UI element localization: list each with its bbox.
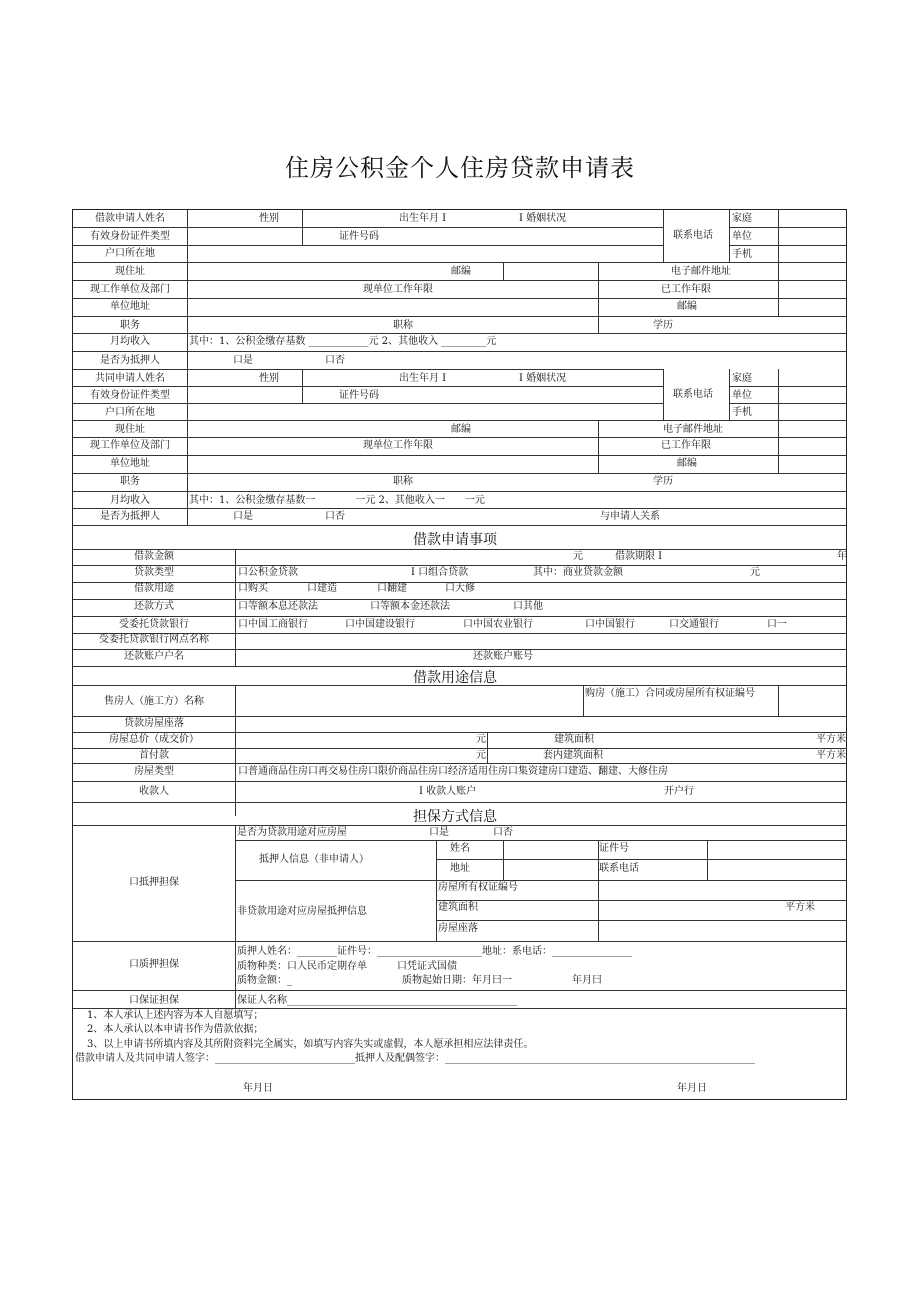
label-co-employer-post: 邮编 — [677, 458, 697, 469]
label-mortgagor-phone: 联系电话 — [599, 863, 639, 874]
label-employer-post: 邮编 — [677, 301, 697, 312]
label-co-id-no: 证件号码 — [339, 390, 379, 401]
label-seller: 售房人（施工方）名称 — [104, 696, 204, 707]
label-email: 电子邮件地址 — [671, 266, 731, 277]
checkbox-repay-other[interactable]: 口其他 — [513, 601, 543, 612]
checkbox-mortgagor-no[interactable]: 口否 — [325, 355, 345, 366]
declaration-line-3: 3、以上申请书所填内容及其所附资料完全属实，如填写内容失实或虚假，本人愿承担相应法律责任。 — [87, 1039, 534, 1050]
checkbox-co-mortgagor-yes[interactable]: 口是 — [233, 511, 253, 522]
label-co-employer-addr: 单位地址 — [110, 458, 150, 469]
label-bank-branch: 受委托贷款银行网点名称 — [99, 634, 209, 645]
label-income: 月均收入 — [110, 336, 150, 347]
checkbox-same-house-no[interactable]: 口否 — [493, 827, 513, 838]
pledge-line-2: 质物种类：口人民币定期存单 口凭证式国债 — [237, 961, 457, 972]
checkbox-combined-loan[interactable]: I 口组合贷款 — [411, 567, 469, 578]
checkbox-same-house-yes[interactable]: 口是 — [429, 827, 449, 838]
page-title: 住房公积金个人住房贷款申请表 — [285, 154, 635, 182]
label-house-location: 贷款房屋座落 — [124, 718, 184, 729]
label-contract-no: 购房（施工）合同或房屋所有权证编号 — [585, 688, 755, 699]
checkbox-purpose-build[interactable]: 口建造 — [307, 583, 337, 594]
checkbox-provident-loan[interactable]: 口公积金贷款 — [238, 567, 298, 578]
section-heading-guarantee: 担保方式信息 — [413, 809, 497, 825]
label-co-tenure: 现单位工作年限 — [363, 440, 433, 451]
label-tenure: 现单位工作年限 — [363, 284, 433, 295]
checkbox-bank-ccb[interactable]: 口中国建设银行 — [345, 619, 415, 630]
label-mortgagor-info: 抵押人信息（非申请人） — [259, 854, 369, 865]
label-gender: 性别 — [259, 213, 279, 224]
label-mortgagor: 是否为抵押人 — [100, 355, 160, 366]
label-unit: 单位 — [732, 231, 752, 242]
label-payee-bank: 开户行 — [664, 786, 694, 797]
label-total-price: 房屋总价（成交价） — [109, 734, 199, 745]
unit-sqm: 平方米 — [816, 734, 846, 745]
checkbox-bank-icbc[interactable]: 口中国工商银行 — [238, 619, 308, 630]
checkbox-bank-bocom[interactable]: 口交通银行 — [669, 619, 719, 630]
label-co-income: 月均收入 — [110, 495, 150, 506]
checkbox-group-house-type[interactable]: 口普通商品住房口再交易住房口限价商品住房口经济适用住房口集资建房口建造、翻建、大修住房 — [238, 766, 668, 777]
label-same-house: 是否为贷款用途对应房屋 — [237, 827, 347, 838]
label-co-title: 职称 — [393, 476, 413, 487]
label-co-relation: 与申请人关系 — [600, 511, 660, 522]
label-education: 学历 — [653, 320, 673, 331]
section-heading-loan: 借款申请事项 — [413, 532, 497, 548]
label-co-employer: 现工作单位及部门 — [90, 440, 170, 451]
unit-yuan-price: 元 — [476, 734, 486, 745]
checkbox-pledge-guarantee[interactable]: 口质押担保 — [129, 959, 179, 970]
pledge-line-1: 质押人姓名：________证件号：_____________________地址：系电话：________________ — [237, 946, 632, 957]
label-account-no: 还款账户账号 — [473, 651, 533, 662]
label-co-gender: 性别 — [259, 373, 279, 384]
checkbox-mortgage-guarantee[interactable]: 口抵押担保 — [129, 877, 179, 888]
label-co-hukou: 户口所在地 — [105, 407, 155, 418]
date-applicant: 年月日 — [243, 1083, 273, 1094]
checkbox-bank-boc[interactable]: 口中国银行 — [585, 619, 635, 630]
label-co-worked: 已工作年限 — [661, 440, 711, 451]
label-co-mobile: 手机 — [732, 407, 752, 418]
label-account-name: 还款账户户名 — [124, 651, 184, 662]
date-mortgagor: 年月日 — [677, 1083, 707, 1094]
label-loan-purpose: 借款用途 — [134, 583, 174, 594]
checkbox-repay-equal-principal[interactable]: 口等额本金还款法 — [370, 601, 450, 612]
checkbox-bank-abc[interactable]: 口中国农业银行 — [463, 619, 533, 630]
label-co-home: 家庭 — [732, 373, 752, 384]
label-co-mortgagor: 是否为抵押人 — [100, 511, 160, 522]
application-form — [72, 209, 847, 1100]
label-position: 职务 — [120, 320, 140, 331]
surety-line: 保证人名称______________________________________________ — [237, 995, 517, 1006]
label-marital: I 婚姻状况 — [519, 213, 567, 224]
income-detail: 其中：1、公积金缴存基数 ____________元 2、其他收入 _________元 — [189, 336, 497, 347]
label-address: 现住址 — [115, 266, 145, 277]
declaration-line-1: 1、本人承认上述内容为本人自愿填写； — [87, 1010, 264, 1021]
unit-yuan-2: 元 — [750, 567, 760, 578]
unit-year: 年 — [837, 551, 847, 562]
pledge-line-3: 质物金额：_ 质物起始日期：年月曰一 年月曰 — [237, 975, 602, 986]
label-other-house: 非贷款用途对应房屋抵押信息 — [237, 906, 367, 917]
label-phone: 联系电话 — [673, 230, 713, 241]
unit-yuan-down: 元 — [476, 750, 486, 761]
label-commercial-amount: 其中：商业贷款金额 — [533, 567, 623, 578]
label-co-marital: I 婚姻状况 — [519, 373, 567, 384]
label-title: 职称 — [393, 320, 413, 331]
label-home: 家庭 — [732, 213, 752, 224]
unit-yuan: 元 — [573, 551, 583, 562]
label-bank: 受委托贷款银行 — [119, 619, 189, 630]
checkbox-purpose-rebuild[interactable]: 口翻建 — [377, 583, 407, 594]
checkbox-repay-equal-installment[interactable]: 口等额本息还款法 — [238, 601, 318, 612]
section-heading-usage: 借款用途信息 — [413, 670, 497, 686]
label-payee-account: I 收款人账户 — [419, 786, 477, 797]
label-house-area: 建筑面积 — [438, 902, 478, 913]
checkbox-mortgagor-yes[interactable]: 口是 — [233, 355, 253, 366]
checkbox-surety-guarantee[interactable]: 口保证担保 — [129, 995, 179, 1006]
label-employer-addr: 单位地址 — [110, 301, 150, 312]
checkbox-co-mortgagor-no[interactable]: 口否 — [325, 511, 345, 522]
label-co-position: 职务 — [120, 476, 140, 487]
checkbox-bank-other[interactable]: 口一 — [767, 619, 787, 630]
label-payee: 收款人 — [139, 786, 169, 797]
label-applicant-name: 借款申请人姓名 — [95, 213, 165, 224]
label-mortgagor-id: 证件号 — [599, 843, 629, 854]
label-inner-area: 套内建筑面积 — [543, 750, 603, 761]
label-id-no: 证件号码 — [339, 231, 379, 242]
label-co-address: 现住址 — [115, 424, 145, 435]
label-repay-method: 还款方式 — [134, 601, 174, 612]
label-hukou: 户口所在地 — [105, 248, 155, 259]
label-co-education: 学历 — [653, 476, 673, 487]
label-postcode: 邮编 — [451, 266, 471, 277]
label-mortgagor-addr: 地址 — [450, 863, 470, 874]
label-house-type: 房屋类型 — [134, 766, 174, 777]
label-co-phone: 联系电话 — [673, 389, 713, 400]
signature-line: 借款申请人及共同申请人签字：____________________________抵押人及配偶签字：______________________________________________________________ — [75, 1053, 755, 1064]
label-loan-amount: 借款金额 — [134, 551, 174, 562]
label-co-postcode: 邮编 — [451, 424, 471, 435]
co-income-detail: 其中：1、公积金缴存基数一 一元 2、其他收入一 一元 — [189, 495, 485, 506]
label-co-id-type: 有效身份证件类型 — [90, 390, 170, 401]
label-house-location-2: 房屋座落 — [438, 923, 478, 934]
declaration-line-2: 2、本人承认以本申请书作为借款依据； — [87, 1024, 264, 1035]
label-co-unit: 单位 — [732, 390, 752, 401]
unit-sqm-2: 平方米 — [816, 750, 846, 761]
label-floor-area: 建筑面积 — [554, 734, 594, 745]
checkbox-purpose-buy[interactable]: 口购买 — [238, 583, 268, 594]
label-down-payment: 首付款 — [139, 750, 169, 761]
unit-sqm-guarantee: 平方米 — [785, 902, 815, 913]
label-co-birth: 出生年月 I — [399, 373, 447, 384]
checkbox-purpose-repair[interactable]: 口大修 — [445, 583, 475, 594]
label-co-name: 共同申请人姓名 — [95, 373, 165, 384]
label-co-email: 电子邮件地址 — [663, 424, 723, 435]
label-loan-type: 贷款类型 — [134, 567, 174, 578]
label-birth: 出生年月 I — [399, 213, 447, 224]
label-mobile: 手机 — [732, 249, 752, 260]
label-loan-term: 借款期限 I — [615, 551, 663, 562]
label-house-cert: 房屋所有权证编号 — [438, 882, 518, 893]
label-mortgagor-name: 姓名 — [450, 843, 470, 854]
label-employer: 现工作单位及部门 — [90, 284, 170, 295]
label-worked: 已工作年限 — [661, 284, 711, 295]
label-id-type: 有效身份证件类型 — [90, 231, 170, 242]
